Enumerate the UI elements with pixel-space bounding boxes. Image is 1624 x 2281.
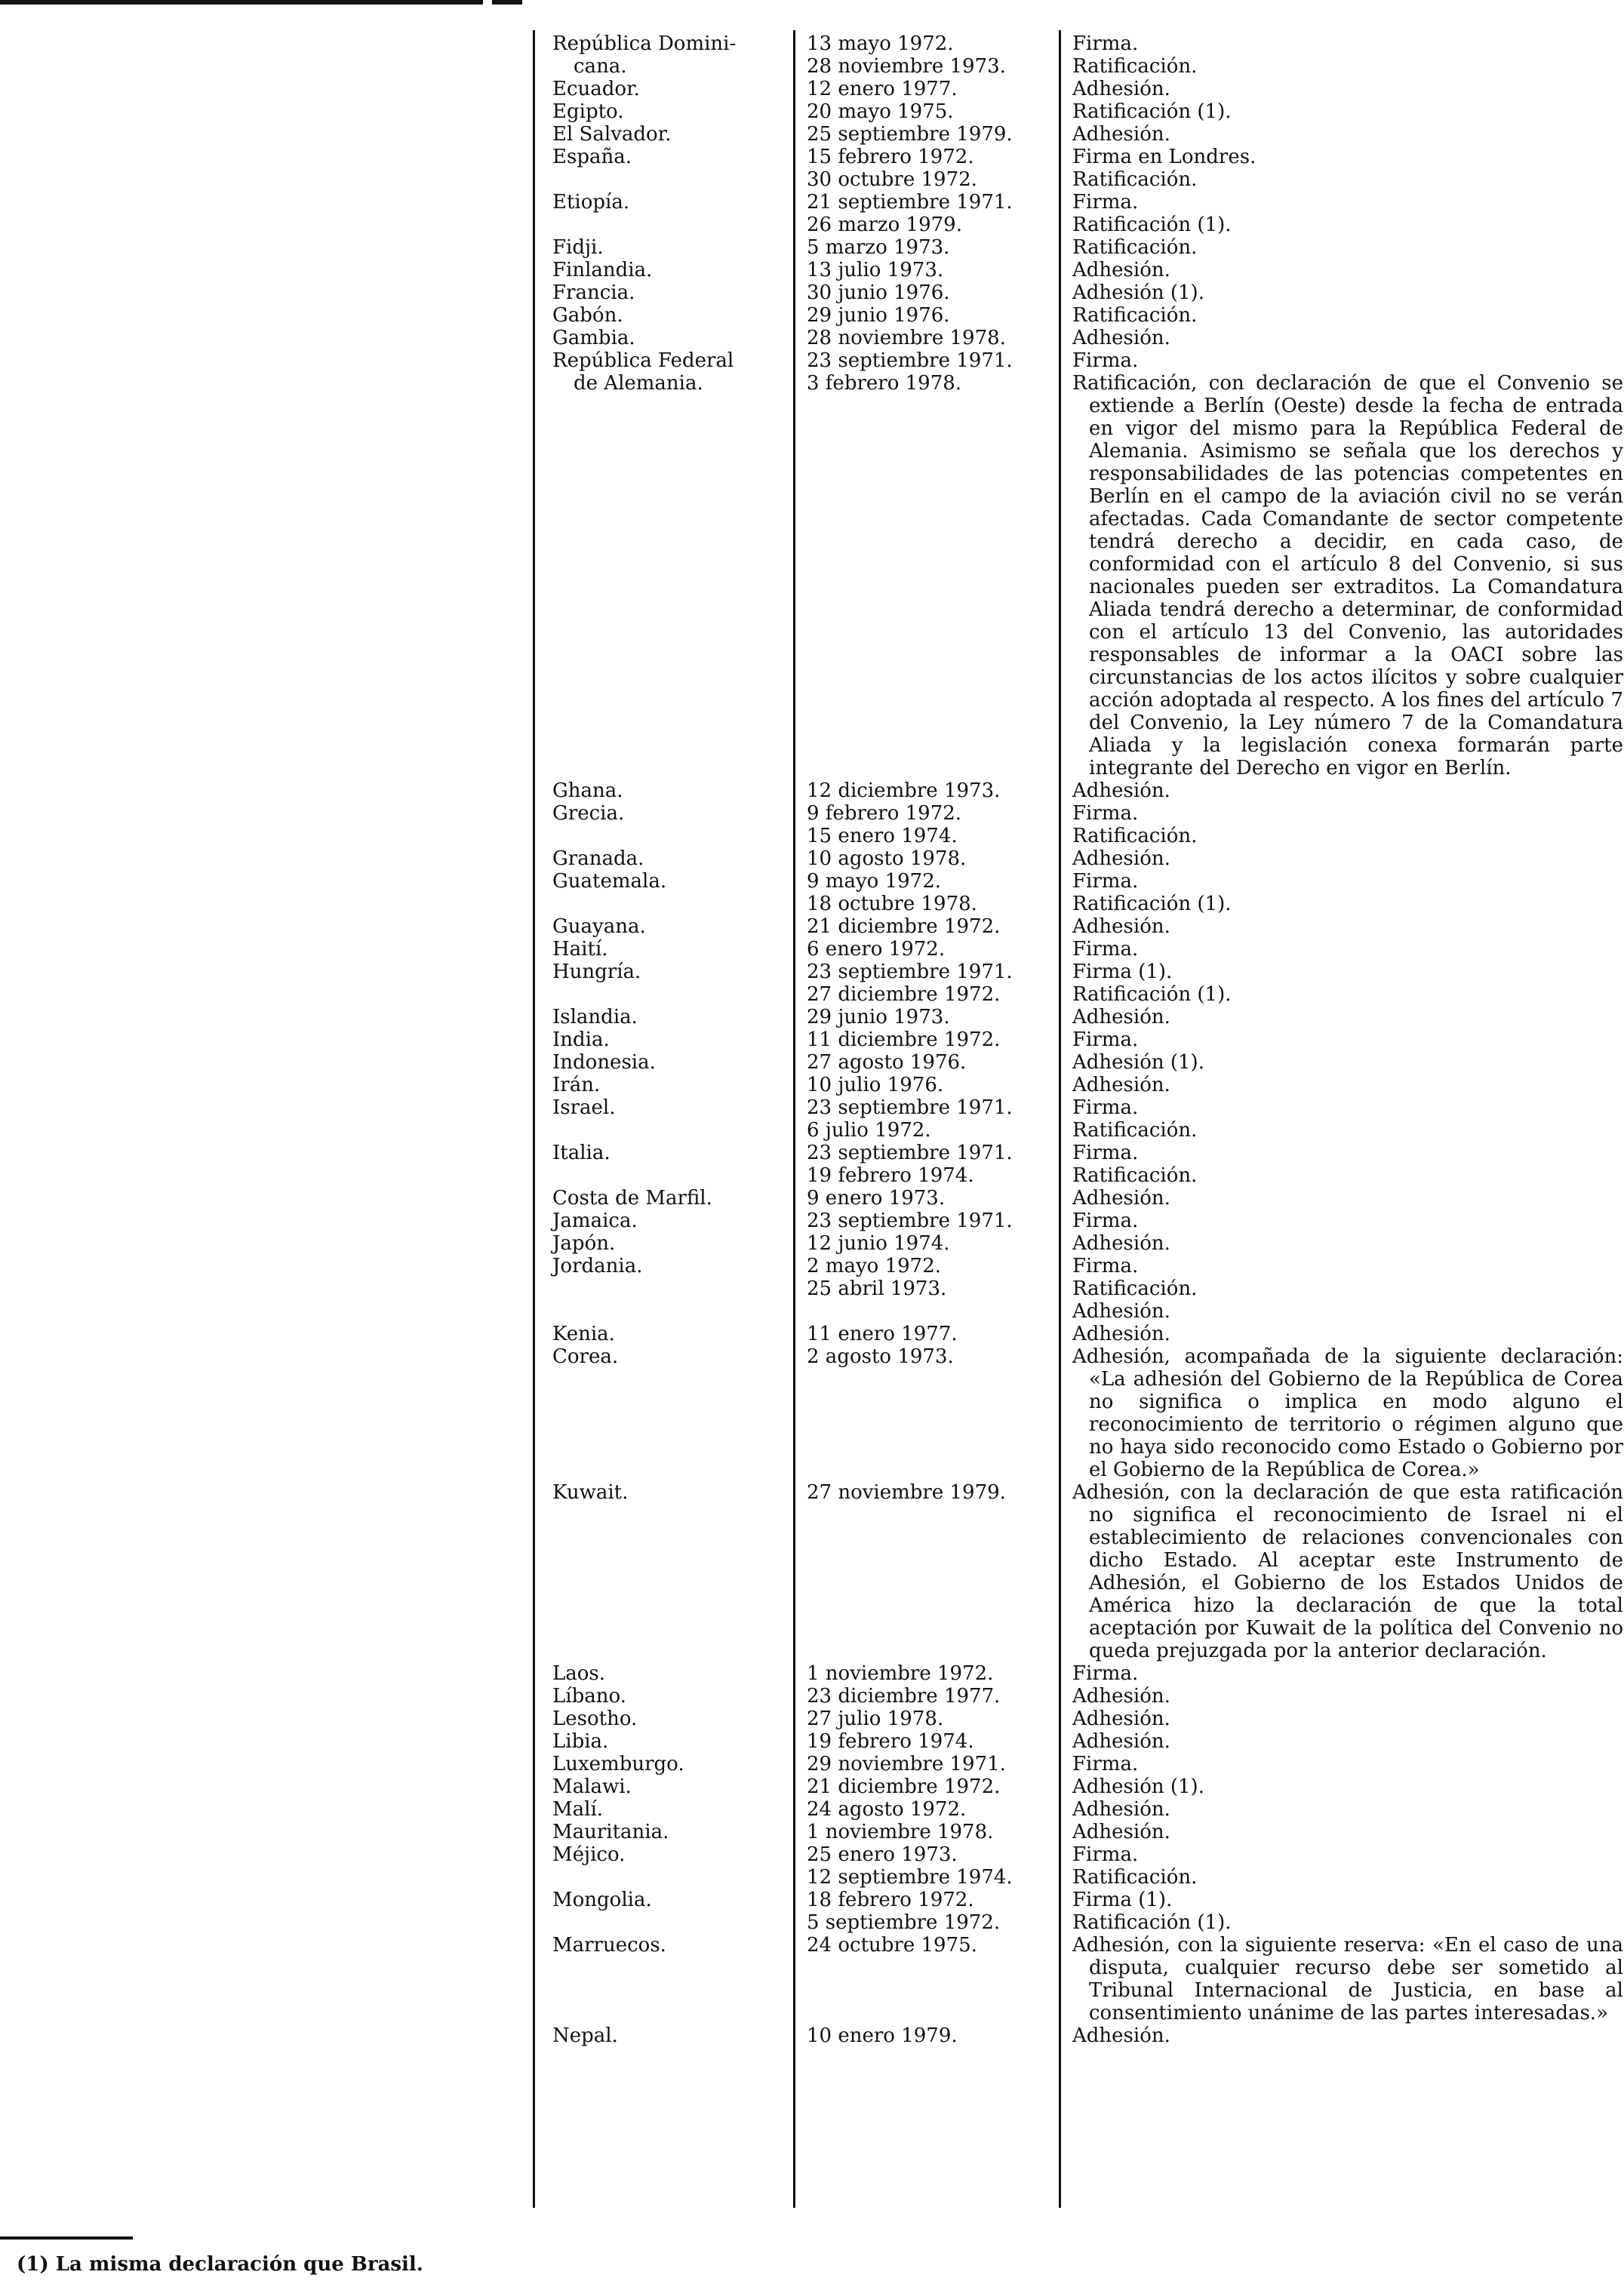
action-cell: Adhesión.: [1072, 779, 1170, 802]
country-cell: República Federal: [552, 349, 734, 372]
date-cell: 27 julio 1978.: [807, 1708, 944, 1730]
action-cell: Ratificación.: [1072, 168, 1198, 191]
country-cell: [540, 1911, 795, 1934]
table-row: [540, 304, 1624, 327]
action-cell: Firma (1).: [1072, 1889, 1173, 1911]
table-row: [540, 825, 1624, 847]
country-cell: Guatemala.: [552, 870, 667, 893]
date-cell: 27 agosto 1976.: [807, 1051, 967, 1074]
country-cell: Laos.: [552, 1662, 606, 1685]
action-cell: Firma.: [1072, 1210, 1139, 1232]
table-row: [540, 1255, 1624, 1277]
table-row: [540, 1164, 1624, 1187]
date-cell: 21 septiembre 1971.: [807, 191, 1013, 214]
country-cell: Irán.: [552, 1074, 601, 1096]
date-cell: 23 septiembre 1971.: [807, 961, 1013, 983]
date-cell: 10 agosto 1978.: [807, 847, 967, 870]
table-row: [540, 100, 1624, 123]
action-cell: Firma.: [1072, 802, 1139, 825]
table-row: [540, 349, 1624, 372]
table-row: [540, 327, 1624, 349]
date-cell: 11 diciembre 1972.: [807, 1028, 1001, 1051]
action-cell: Adhesión.: [1072, 1006, 1170, 1028]
country-cell: Granada.: [552, 847, 644, 870]
country-cell: Gambia.: [552, 327, 635, 349]
date-cell: 13 julio 1973.: [807, 259, 944, 281]
action-cell: Adhesión (1).: [1072, 1051, 1204, 1074]
country-cell: Indonesia.: [552, 1051, 656, 1074]
country-cell: Líbano.: [552, 1685, 626, 1708]
table-row: [540, 2024, 1624, 2047]
date-cell: [795, 1300, 1060, 1323]
action-cell: Adhesión.: [1072, 1708, 1170, 1730]
date-cell: 6 julio 1972.: [807, 1119, 931, 1142]
action-cell: Firma.: [1072, 1028, 1139, 1051]
date-cell: 12 septiembre 1974.: [807, 1866, 1013, 1889]
action-cell: Adhesión.: [1072, 78, 1170, 100]
table-row: [540, 1187, 1624, 1210]
action-cell: Ratificación, con declaración de que el Convenio se extiende a Berlín (Oeste) desde la fecha de entrada en vigor del mismo para la República Federal de Alemania. Asimismo se señala que los derechos y responsabilidades de las potencias competentes en Berlín en el campo de la aviación civil no se verán afectadas. Cada Comandante de sector competente tendrá derecho a decidir, en cada caso, de conformidad con el artículo 8 del Convenio, si sus nacionales pueden ser extraditos. La Comandatura Aliada tendrá derecho a determinar, de conformidad con el artículo 13 del Convenio, las autoridades responsables de informar a la OACI sobre las circunstancias de los actos ilícitos y sobre cualquier acción adoptada al respecto. A los fines del artículo 7 del Convenio, la Ley número 7 de la Comandatura Aliada y la legislación conexa formarán parte integrante del Derecho en vigor en Berlín.: [1072, 372, 1623, 779]
table-row: [540, 1934, 1624, 2024]
date-cell: 12 junio 1974.: [807, 1232, 950, 1255]
country-cell: Egipto.: [552, 100, 624, 123]
country-cell: Finlandia.: [552, 259, 653, 281]
country-cell: Malawi.: [552, 1775, 632, 1798]
country-cell: Fidji.: [552, 236, 604, 259]
footnote-rule: [0, 2236, 133, 2239]
table-row: [540, 1119, 1624, 1142]
date-cell: 12 enero 1977.: [807, 78, 958, 100]
country-cell: Lesotho.: [552, 1708, 638, 1730]
date-cell: 15 enero 1974.: [807, 825, 958, 847]
date-cell: 23 septiembre 1971.: [807, 1142, 1013, 1164]
table-row: [540, 78, 1624, 100]
table-row: [540, 983, 1624, 1006]
action-cell: Adhesión.: [1072, 847, 1170, 870]
country-cell: [540, 168, 795, 191]
country-cell: Kenia.: [552, 1323, 615, 1345]
action-cell: Ratificación.: [1072, 1277, 1198, 1300]
country-cell: Méjico.: [552, 1843, 626, 1866]
table-row: [540, 893, 1624, 915]
action-cell: Ratificación (1).: [1072, 983, 1232, 1006]
table-row: [540, 123, 1624, 146]
country-cell: Jordania.: [552, 1255, 643, 1277]
action-cell: Firma.: [1072, 1843, 1139, 1866]
date-cell: 24 agosto 1972.: [807, 1798, 967, 1821]
table-row: [540, 1051, 1624, 1074]
table-row: [540, 1753, 1624, 1775]
action-cell: Adhesión.: [1072, 327, 1170, 349]
top-rule-left: [0, 0, 483, 5]
action-cell: Ratificación (1).: [1072, 100, 1232, 123]
table-row: [540, 1096, 1624, 1119]
date-cell: 15 febrero 1972.: [807, 146, 974, 168]
country-cell: [540, 825, 795, 847]
date-cell: 21 diciembre 1972.: [807, 915, 1001, 938]
table-row: [540, 1866, 1624, 1889]
date-cell: 18 febrero 1972.: [807, 1889, 974, 1911]
table-row: [540, 1821, 1624, 1843]
table-row: [540, 1889, 1624, 1911]
table-row: [540, 372, 1624, 779]
country-cell: [540, 1119, 795, 1142]
action-cell: Firma.: [1072, 191, 1139, 214]
country-cell: Guayana.: [552, 915, 646, 938]
date-cell: 18 octubre 1978.: [807, 893, 977, 915]
country-cell: [540, 893, 795, 915]
country-cell: Islandia.: [552, 1006, 638, 1028]
action-cell: Firma.: [1072, 870, 1139, 893]
table-row: [540, 1708, 1624, 1730]
action-cell: Firma.: [1072, 1662, 1139, 1685]
table-row: [540, 1028, 1624, 1051]
date-cell: 12 diciembre 1973.: [807, 779, 1001, 802]
table-row: [540, 915, 1624, 938]
table-row: [540, 1798, 1624, 1821]
table-row: [540, 870, 1624, 893]
date-cell: 29 junio 1973.: [807, 1006, 950, 1028]
country-cell: Kuwait.: [552, 1481, 629, 1504]
country-cell: [540, 1277, 795, 1300]
date-cell: 24 octubre 1975.: [807, 1934, 977, 1957]
action-cell: Firma.: [1072, 1142, 1139, 1164]
table-row: [540, 259, 1624, 281]
country-cell: Hungría.: [552, 961, 641, 983]
action-cell: Ratificación.: [1072, 304, 1198, 327]
action-cell: Ratificación (1).: [1072, 1911, 1232, 1934]
table-row: [540, 1685, 1624, 1708]
action-cell: Adhesión.: [1072, 1323, 1170, 1345]
country-cell: Haití.: [552, 938, 608, 961]
date-cell: 26 marzo 1979.: [807, 214, 962, 236]
country-cell: Mauritania.: [552, 1821, 669, 1843]
country-cell: Luxemburgo.: [552, 1753, 684, 1775]
action-cell: Adhesión.: [1072, 1685, 1170, 1708]
action-cell: Adhesión, con la siguiente reserva: «En el caso de una disputa, cualquier recurso debe ser sometido al Tribunal Internacional de Justicia, en base al consentimiento unánime de las partes interesadas.»: [1072, 1934, 1623, 2024]
date-cell: 10 julio 1976.: [807, 1074, 944, 1096]
date-cell: 30 junio 1976.: [807, 281, 950, 304]
action-cell: Firma.: [1072, 1753, 1139, 1775]
table-row: [540, 191, 1624, 214]
action-cell: Adhesión (1).: [1072, 281, 1204, 304]
country-cell: [540, 1300, 795, 1323]
action-cell: Firma en Londres.: [1072, 146, 1256, 168]
table-row: [540, 214, 1624, 236]
action-cell: Ratificación.: [1072, 55, 1198, 78]
date-cell: 10 enero 1979.: [807, 2024, 958, 2047]
country-cell: Costa de Marfil.: [552, 1187, 712, 1210]
date-cell: 2 agosto 1973.: [807, 1345, 954, 1368]
date-cell: 9 febrero 1972.: [807, 802, 962, 825]
date-cell: 25 abril 1973.: [807, 1277, 947, 1300]
table-row: [540, 1730, 1624, 1753]
action-cell: Adhesión.: [1072, 1187, 1170, 1210]
action-cell: Adhesión, acompañada de la siguiente declaración: «La adhesión del Gobierno de la República de Corea no significa o implica en modo alguno el reconocimiento de territorio o régimen alguno que no haya sido reconocido como Estado o Gobierno por el Gobierno de la República de Corea.»: [1072, 1345, 1623, 1481]
table-row: [540, 938, 1624, 961]
footnote: (1) La misma declaración que Brasil.: [17, 2253, 423, 2276]
date-cell: 3 febrero 1978.: [807, 372, 962, 395]
date-cell: 23 diciembre 1977.: [807, 1685, 1001, 1708]
country-cell: España.: [552, 146, 632, 168]
table-row: [540, 847, 1624, 870]
table-row: [540, 1232, 1624, 1255]
table-row: [540, 802, 1624, 825]
table-row: [540, 1210, 1624, 1232]
action-cell: Ratificación.: [1072, 1866, 1198, 1889]
date-cell: 9 mayo 1972.: [807, 870, 942, 893]
date-cell: 23 septiembre 1971.: [807, 1096, 1013, 1119]
table-row: [540, 779, 1624, 802]
table-row: [540, 1142, 1624, 1164]
action-cell: Adhesión.: [1072, 1821, 1170, 1843]
date-cell: 1 noviembre 1972.: [807, 1662, 994, 1685]
table-row: [540, 1074, 1624, 1096]
table-row: [540, 236, 1624, 259]
action-cell: Ratificación.: [1072, 1119, 1198, 1142]
column-divider-left: [533, 30, 535, 2208]
date-cell: 9 enero 1973.: [807, 1187, 946, 1210]
country-cell: [540, 983, 795, 1006]
action-cell: Adhesión.: [1072, 2024, 1170, 2047]
date-cell: 11 enero 1977.: [807, 1323, 958, 1345]
date-cell: 29 noviembre 1971.: [807, 1753, 1006, 1775]
action-cell: Firma.: [1072, 32, 1139, 55]
date-cell: 6 enero 1972.: [807, 938, 946, 961]
date-cell: 25 enero 1973.: [807, 1843, 958, 1866]
top-rule-right: [492, 0, 522, 5]
country-cell: Jamaica.: [552, 1210, 638, 1232]
table-row: [540, 1323, 1624, 1345]
date-cell: 1 noviembre 1978.: [807, 1821, 994, 1843]
table-row: [540, 281, 1624, 304]
country-cell: Gabón.: [552, 304, 623, 327]
action-cell: Adhesión.: [1072, 1074, 1170, 1096]
date-cell: 19 febrero 1974.: [807, 1164, 974, 1187]
action-cell: Ratificación.: [1072, 236, 1198, 259]
action-cell: Adhesión.: [1072, 1798, 1170, 1821]
country-cell: India.: [552, 1028, 610, 1051]
country-cell: Israel.: [552, 1096, 616, 1119]
action-cell: Ratificación (1).: [1072, 893, 1232, 915]
table-row: [540, 1662, 1624, 1685]
country-cell: cana.: [574, 55, 627, 78]
country-cell: Grecia.: [552, 802, 625, 825]
date-cell: 23 septiembre 1971.: [807, 349, 1013, 372]
date-cell: 27 noviembre 1979.: [807, 1481, 1006, 1504]
country-cell: Francia.: [552, 281, 635, 304]
action-cell: Adhesión.: [1072, 1300, 1170, 1323]
date-cell: 28 noviembre 1978.: [807, 327, 1006, 349]
action-cell: Ratificación.: [1072, 825, 1198, 847]
date-cell: 21 diciembre 1972.: [807, 1775, 1001, 1798]
date-cell: 23 septiembre 1971.: [807, 1210, 1013, 1232]
action-cell: Adhesión.: [1072, 259, 1170, 281]
country-cell: Malí.: [552, 1798, 604, 1821]
table-row: [540, 168, 1624, 191]
country-cell: [540, 214, 795, 236]
action-cell: Firma.: [1072, 1096, 1139, 1119]
country-cell: de Alemania.: [574, 372, 703, 395]
country-cell: República Domini-: [552, 32, 737, 55]
country-cell: Etiopía.: [552, 191, 630, 214]
country-cell: [540, 1866, 795, 1889]
table-row: [540, 1006, 1624, 1028]
action-cell: Ratificación (1).: [1072, 214, 1232, 236]
date-cell: 19 febrero 1974.: [807, 1730, 974, 1753]
date-cell: 30 octubre 1972.: [807, 168, 977, 191]
action-cell: Adhesión.: [1072, 1730, 1170, 1753]
country-cell: Corea.: [552, 1345, 619, 1368]
date-cell: 27 diciembre 1972.: [807, 983, 1001, 1006]
table-row: [540, 32, 1624, 55]
date-cell: 25 septiembre 1979.: [807, 123, 1013, 146]
ratification-table: [540, 32, 1624, 2047]
action-cell: Adhesión, con la declaración de que esta ratificación no significa el reconocimiento de Israel ni el establecimiento de relaciones convencionales con dicho Estado. Al aceptar este Instrumento de Adhesión, el Gobierno de los Estados Unidos de América hizo la declaración de que la total aceptación por Kuwait de la política del Convenio no queda prejuzgada por la anterior declaración.: [1072, 1481, 1623, 1662]
action-cell: Adhesión.: [1072, 915, 1170, 938]
country-cell: Nepal.: [552, 2024, 618, 2047]
date-cell: 13 mayo 1972.: [807, 32, 954, 55]
action-cell: Firma (1).: [1072, 961, 1173, 983]
table-row: [540, 1300, 1624, 1323]
country-cell: Ghana.: [552, 779, 623, 802]
table-row: [540, 146, 1624, 168]
date-cell: 2 mayo 1972.: [807, 1255, 942, 1277]
table-row: [540, 1911, 1624, 1934]
table-row: [540, 1775, 1624, 1798]
action-cell: Firma.: [1072, 349, 1139, 372]
country-cell: Mongolia.: [552, 1889, 652, 1911]
table-row: [540, 1345, 1624, 1481]
date-cell: 28 noviembre 1973.: [807, 55, 1006, 78]
country-cell: Libia.: [552, 1730, 609, 1753]
country-cell: Japón.: [552, 1232, 616, 1255]
action-cell: Adhesión.: [1072, 1232, 1170, 1255]
action-cell: Ratificación.: [1072, 1164, 1198, 1187]
country-cell: Italia.: [552, 1142, 611, 1164]
action-cell: Adhesión.: [1072, 123, 1170, 146]
date-cell: 5 septiembre 1972.: [807, 1911, 1001, 1934]
country-cell: Ecuador.: [552, 78, 640, 100]
date-cell: 29 junio 1976.: [807, 304, 950, 327]
country-cell: [540, 1164, 795, 1187]
table-row: [540, 1277, 1624, 1300]
table-row: [540, 55, 1624, 78]
country-cell: El Salvador.: [552, 123, 672, 146]
action-cell: Firma.: [1072, 1255, 1139, 1277]
table-row: [540, 1481, 1624, 1662]
country-cell: Marruecos.: [552, 1934, 666, 1957]
table-row: [540, 961, 1624, 983]
date-cell: 20 mayo 1975.: [807, 100, 954, 123]
action-cell: Adhesión (1).: [1072, 1775, 1204, 1798]
date-cell: 5 marzo 1973.: [807, 236, 950, 259]
table-row: [540, 1843, 1624, 1866]
action-cell: Firma.: [1072, 938, 1139, 961]
